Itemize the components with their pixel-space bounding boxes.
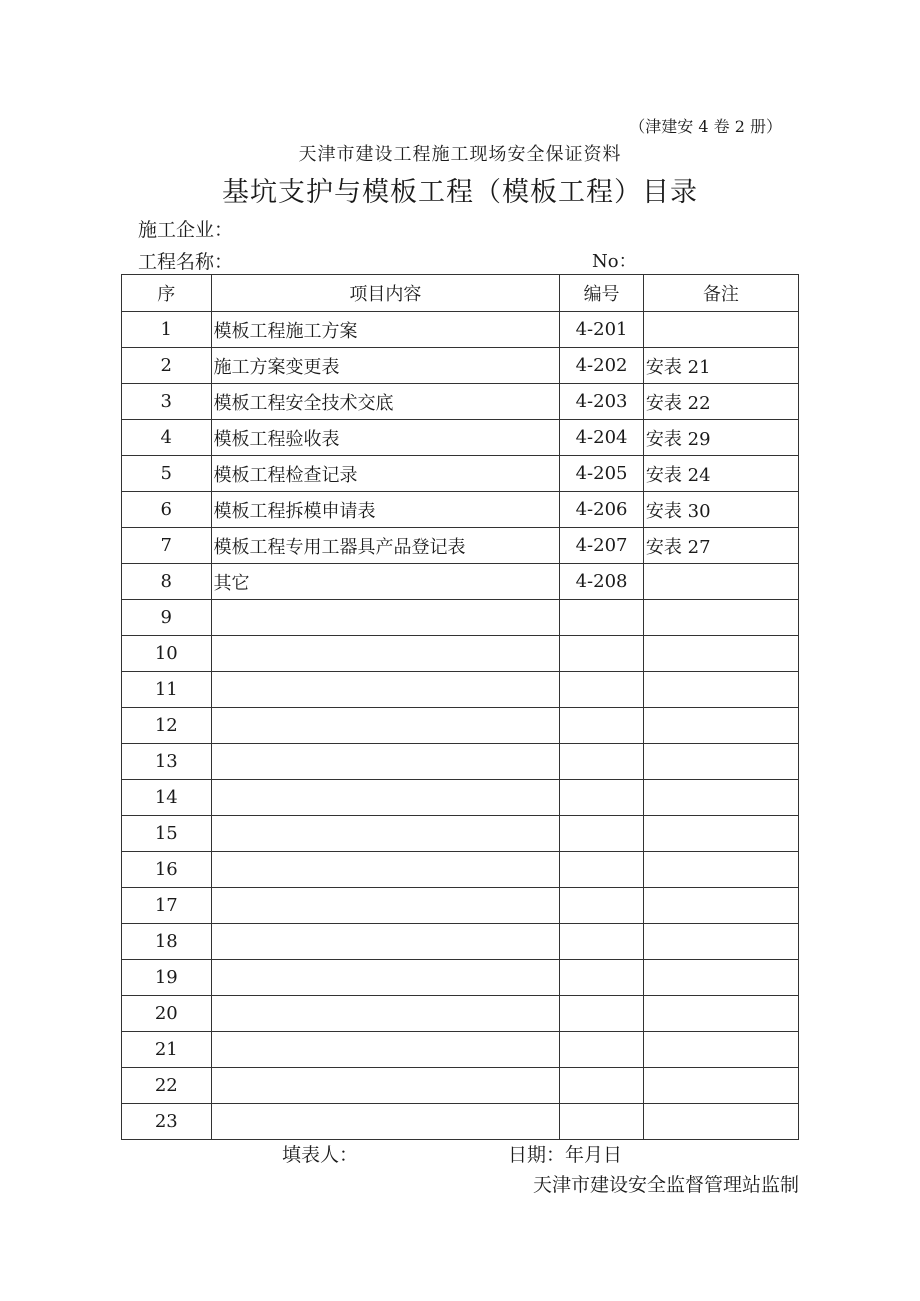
row-note	[643, 888, 798, 924]
row-note: 安表 22	[643, 384, 798, 420]
row-item	[211, 924, 560, 960]
table-row	[122, 312, 799, 348]
row-seq: 6	[122, 492, 212, 528]
row-code	[560, 636, 644, 672]
row-seq: 15	[122, 816, 212, 852]
row-item	[211, 1032, 560, 1068]
table-row	[122, 600, 799, 636]
row-seq: 20	[122, 996, 212, 1032]
table-row	[122, 744, 799, 780]
table-row	[122, 1068, 799, 1104]
row-seq: 7	[122, 528, 212, 564]
row-code	[560, 888, 644, 924]
row-item	[211, 888, 560, 924]
row-item	[211, 1068, 560, 1104]
row-note	[643, 1104, 798, 1140]
table-row	[122, 420, 799, 456]
row-item: 模板工程专用工器具产品登记表	[211, 528, 560, 564]
row-item	[211, 672, 560, 708]
table-row	[122, 924, 799, 960]
table-row	[122, 564, 799, 600]
row-note: 安表 29	[643, 420, 798, 456]
row-seq: 19	[122, 960, 212, 996]
table-row	[122, 888, 799, 924]
row-code	[560, 924, 644, 960]
row-code	[560, 816, 644, 852]
row-code	[560, 780, 644, 816]
table-row	[122, 816, 799, 852]
row-note: 安表 21	[643, 348, 798, 384]
row-item	[211, 996, 560, 1032]
table-header-row	[122, 275, 799, 312]
row-item	[211, 636, 560, 672]
row-item: 模板工程检查记录	[211, 456, 560, 492]
row-code	[560, 600, 644, 636]
row-seq: 21	[122, 1032, 212, 1068]
row-note	[643, 816, 798, 852]
row-seq: 4	[122, 420, 212, 456]
row-note: 安表 24	[643, 456, 798, 492]
row-note	[643, 672, 798, 708]
row-item	[211, 780, 560, 816]
row-note	[643, 996, 798, 1032]
row-seq: 14	[122, 780, 212, 816]
row-seq: 17	[122, 888, 212, 924]
row-note	[643, 636, 798, 672]
header-code: 编号	[560, 275, 644, 312]
row-note	[643, 1068, 798, 1104]
row-code	[560, 1104, 644, 1140]
header-seq: 序	[122, 275, 212, 312]
row-code	[560, 960, 644, 996]
date-label: 日期：年月日	[508, 1144, 623, 1166]
row-seq: 22	[122, 1068, 212, 1104]
row-item	[211, 1104, 560, 1140]
row-seq: 1	[122, 312, 212, 348]
row-seq: 12	[122, 708, 212, 744]
company-label: 施工企业：	[138, 219, 234, 241]
table-row	[122, 960, 799, 996]
table-row	[122, 996, 799, 1032]
row-code: 4-202	[560, 348, 644, 384]
table-row	[122, 492, 799, 528]
table-row	[122, 780, 799, 816]
row-item	[211, 852, 560, 888]
row-seq: 2	[122, 348, 212, 384]
row-item	[211, 816, 560, 852]
row-code: 4-204	[560, 420, 644, 456]
row-note	[643, 960, 798, 996]
row-item: 模板工程拆模申请表	[211, 492, 560, 528]
row-seq: 3	[122, 384, 212, 420]
row-seq: 5	[122, 456, 212, 492]
issuer-label: 天津市建设安全监督管理站监制	[532, 1174, 799, 1196]
row-item	[211, 960, 560, 996]
row-seq: 10	[122, 636, 212, 672]
row-note	[643, 600, 798, 636]
row-code	[560, 708, 644, 744]
row-code	[560, 1068, 644, 1104]
header-note: 备注	[643, 275, 798, 312]
row-seq: 9	[122, 600, 212, 636]
table-row	[122, 456, 799, 492]
row-note	[643, 1032, 798, 1068]
table-row	[122, 852, 799, 888]
catalog-table	[121, 274, 799, 1140]
row-item: 模板工程验收表	[211, 420, 560, 456]
table-row	[122, 384, 799, 420]
table-row	[122, 672, 799, 708]
row-note	[643, 780, 798, 816]
row-item: 模板工程安全技术交底	[211, 384, 560, 420]
row-seq: 13	[122, 744, 212, 780]
table-row	[122, 636, 799, 672]
row-note: 安表 27	[643, 528, 798, 564]
row-code: 4-208	[560, 564, 644, 600]
table-row	[122, 528, 799, 564]
row-note	[643, 708, 798, 744]
page-title: 基坑支护与模板工程（模板工程）目录	[222, 177, 698, 208]
row-code: 4-203	[560, 384, 644, 420]
row-seq: 11	[122, 672, 212, 708]
row-note	[643, 852, 798, 888]
table-row	[122, 1032, 799, 1068]
row-seq: 16	[122, 852, 212, 888]
document-number-label: No：	[592, 251, 637, 272]
row-note	[643, 924, 798, 960]
row-code	[560, 744, 644, 780]
row-code	[560, 672, 644, 708]
table-row	[122, 1104, 799, 1140]
row-item: 其它	[211, 564, 560, 600]
row-item	[211, 600, 560, 636]
row-code	[560, 1032, 644, 1068]
table-row	[122, 348, 799, 384]
row-seq: 8	[122, 564, 212, 600]
project-name-label: 工程名称：	[138, 251, 234, 273]
row-code: 4-201	[560, 312, 644, 348]
header-item: 项目内容	[211, 275, 560, 312]
row-note	[643, 312, 798, 348]
row-seq: 18	[122, 924, 212, 960]
row-code	[560, 852, 644, 888]
row-note: 安表 30	[643, 492, 798, 528]
table-body	[122, 312, 799, 1140]
row-code: 4-206	[560, 492, 644, 528]
filler-label: 填表人：	[282, 1144, 359, 1166]
row-item: 施工方案变更表	[211, 348, 560, 384]
row-item	[211, 744, 560, 780]
row-note	[643, 744, 798, 780]
organization-heading: 天津市建设工程施工现场安全保证资料	[298, 144, 622, 165]
row-note	[643, 564, 798, 600]
row-code: 4-205	[560, 456, 644, 492]
volume-label: （津建安 4 卷 2 册）	[629, 117, 782, 136]
row-code	[560, 996, 644, 1032]
row-item	[211, 708, 560, 744]
table-row	[122, 708, 799, 744]
row-seq: 23	[122, 1104, 212, 1140]
row-code: 4-207	[560, 528, 644, 564]
row-item: 模板工程施工方案	[211, 312, 560, 348]
